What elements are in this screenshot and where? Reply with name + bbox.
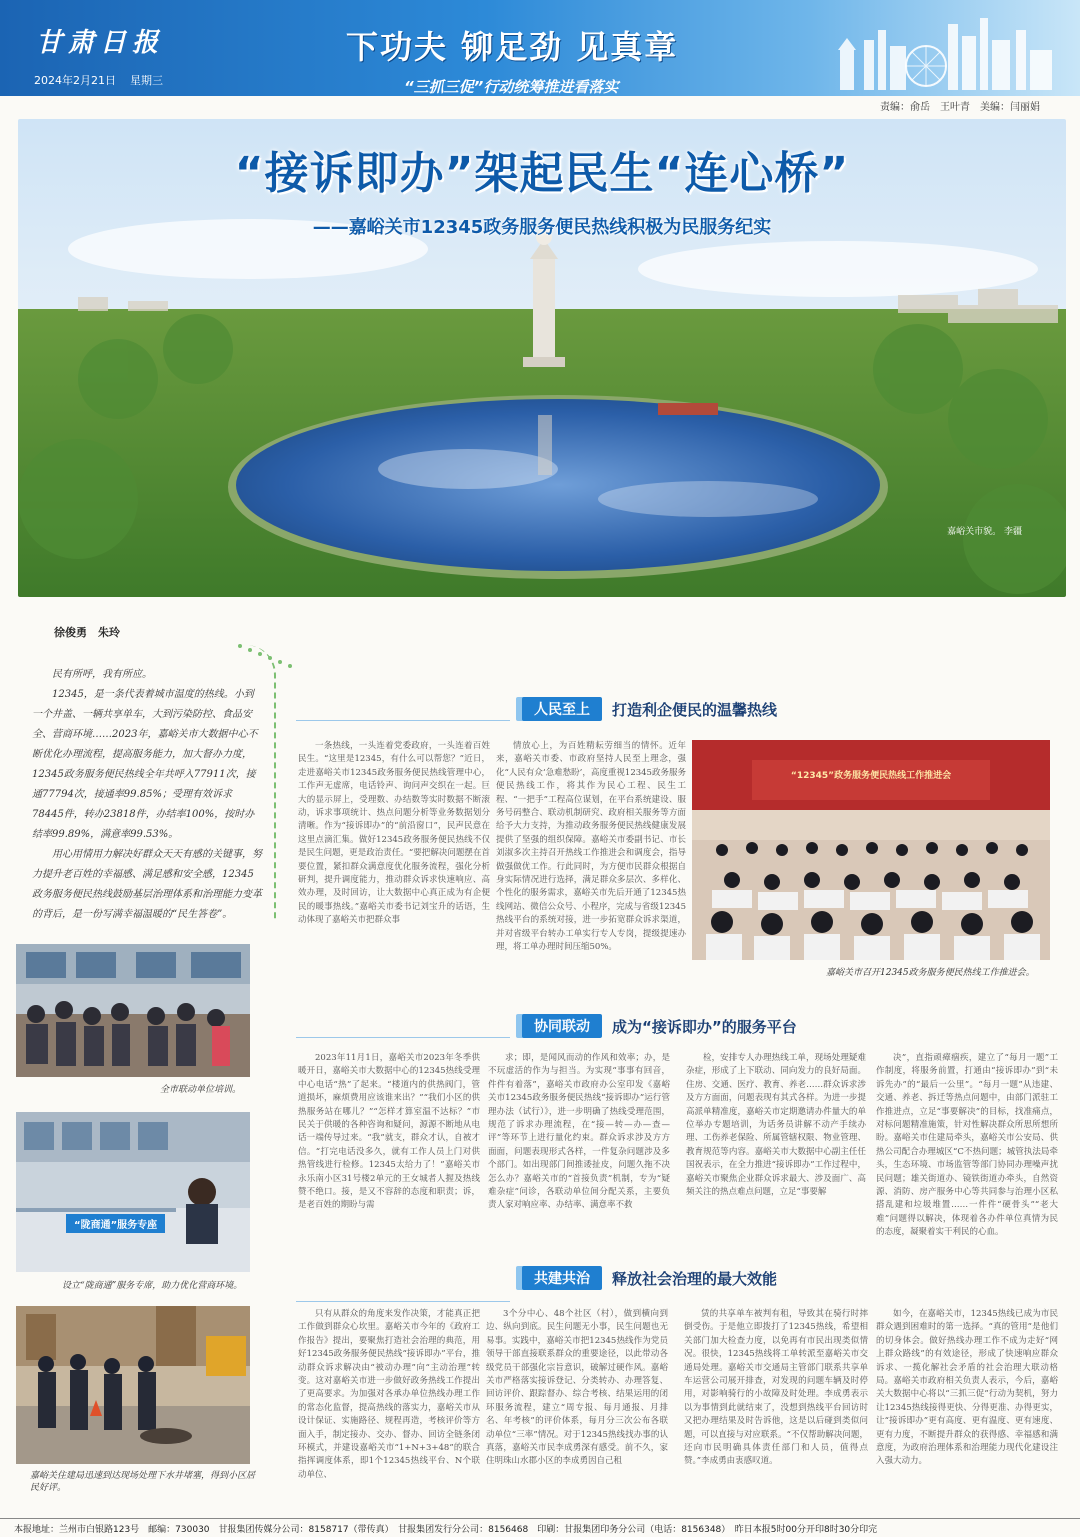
lead-paragraph: 12345，是一条代表着城市温度的热线。小到一个井盖、一辆共享单车，大到污染防控、食品安全、营商环境……2023年，嘉峪关市大数据中心不断优化办理流程，提高服务能力，加大督办力度，12345政务服务便民热线全年共呼入77911次，接通77794次，接通率99.85%；受理有效诉求78445件，转办23818件，办结率100%，按时办结率99.89%，满意率99.53%。 (32, 689, 258, 840)
section-2-col-2 (488, 1052, 670, 1246)
training-photo (16, 944, 250, 1077)
body-paragraph: 情放心上，为百姓精耘劳细当的情怀。近年来，嘉峪关市委、市政府坚持人民至上理念，强化“人民有众‘急难愁盼’，高度重视12345政务服务便民热线工作，将其作为民心工程、民生工程、“一把手”工程高位谋划，在平台系统建设、服务号码整合、联动机制研究、政府相关服务等方面给予大力支持，为推动政务服务便民热线健康发展提供了坚强的组织保障。嘉峪关市委副书记、市长刘淑多次主持召开热线工作推进会和调度会，指导做强做优工作。行此同时，为方便市民群众根据自身实际情况进行选择，满足群众多层次、多样化、个性化的服务需求，嘉峪关市先后开通了12345热线网站、微信公众号、小程序，完成与省级12345热线平台的系统对接，进一步拓宽群众诉求渠道，并对省级平台转办工单实行专人专岗，提级提速办理，将工单办理时间压缩50%。 (496, 741, 686, 953)
meeting-caption: 嘉峪关市召开12345政务服务便民热线工作推进会。 (826, 968, 1035, 978)
weekday-text: 星期三 (130, 74, 163, 87)
body-paragraph: 检，安排专人办理热线工单，现场处理疑难杂症，形成了上下联动、同向发力的良好局面。住房、交通、医疗、教育、养老……群众诉求涉及方方面面，问题表现有其式各样。为进一步提高派单精准度，嘉峪关市定期邀请办件量大的单位举办专题培训，为话务员讲解不动产手续办理、工伤养老保险、所属管辖权限、物业管理、教育规范等内容。嘉峪关市大数据中心副主任任国祝表示，在全力推进“接诉即办”工作过程中，嘉峪关市聚焦企业群众诉求最大、涉及面广、高频关注的热点难点问题，立足“事要解 (686, 1053, 866, 1198)
section-title: 释放社会治理的最大效能 (612, 1269, 778, 1288)
repair-caption: 嘉峪关住建局迅速到达现场处理下水井堵塞，得到小区居民好评。 (30, 1471, 256, 1493)
meeting-banner: “12345”政务服务便民热线工作推进会 (790, 771, 952, 781)
section-rule (296, 1037, 510, 1038)
section-title: 打造利企便民的温馨热线 (612, 700, 778, 719)
counter-photo (16, 1112, 250, 1272)
editors-credit: 责编：俞岳 王叶青 美编：闫丽娟 (880, 102, 1040, 113)
section-3-col-2 (486, 1308, 668, 1508)
body-paragraph: 3个分中心、48个社区（村），做到横向到边、纵向到底。民生问题无小事，民生问题也无易事。实践中，嘉峪关市把12345热线作为党员领导干部直接联系群众的重要途径，以此带动各级党员干部强化宗旨意识，破解过硬作风。嘉峪关市严格落实接诉登记、分类转办、办理答复、回访评价、跟踪督办、综合考核、结果运用的闭环服务流程，建立“周专报、每月通报、月排名、年考核”的评价体系，每月分三次公布各联动单位“三率”情况。对于12345热线找办事的认真落，嘉峪关市民李成勇深有感受。前不久，家住明珠山水郡小区的李成勇因自己租 (486, 1309, 668, 1467)
city-skyline-icon (830, 10, 1060, 90)
page-subslogan: “三抓三促”行动统筹推进看落实 (404, 78, 619, 96)
training-caption: 全市联动单位培训。 (160, 1085, 242, 1095)
section-head-2 (522, 1014, 797, 1038)
page-slogan: 下功夫 铆足劲 见真章 (346, 28, 679, 66)
body-paragraph: 如今，在嘉峪关市，12345热线已成为市民群众遇到困难时的第一选择。“真的管用”是他们的切身体会。做好热线办理工作不成为走好“网上群众路线”的有效途径，形成了快速响应群众诉求、一揽化解社会矛盾的社会治理大联动格局。嘉峪关市政府相关负责人表示，今后，嘉峪关大数据中心将以“三抓三促”行动为契机，努力让12345热线接得更快、分得更准、办得更实，让“接诉即办”更有高度、更有温度、更有速度、更有力度，不断提升群众的获得感、幸福感和满意度，为政府治理体系和治理能力现代化建设注入强大动力。 (876, 1309, 1058, 1467)
section-3-col-3 (684, 1308, 868, 1508)
section-3-col-1 (298, 1308, 480, 1508)
section-1-col-1 (298, 740, 490, 978)
section-tag: 协同联动 (522, 1014, 602, 1038)
section-3-col-4 (876, 1308, 1058, 1508)
body-paragraph: 决”，直指顽瘴痼疾，建立了“每月一题”工作制度，将服务前置，打通由“接诉即办”到“未诉先办”的“最后一公里”。“每月一题”从违建、交通、养老、拆迁等热点问题中，由部门派驻工作推进点，立足“事要解决”的目标，找准痛点，对标问题精准施策，针对性解决群众所思所想所盼。嘉峪关市住建局牵头，嘉峪关市公安局、供热公司配合办理城区“C不热问题；城管执法局牵头，生态环境、市场监管等部门协同办理噪声扰民问题；雄关街道办、镜铁街道办牵头，自然资源、消防、房产服务中心等共同参与治理小区私搭乱建和垃圾堆置……一件件“硬骨头”“老大难”问题得以解决，体现着各办件单位真情为民的态度，凝聚着实干利民的心血。 (876, 1053, 1058, 1238)
body-paragraph: 只有从群众的角度来发作决策，才能真正把工作做到群众心坎里。嘉峪关市今年的《政府工作报告》提出，要聚焦打造社会治理的典范，用好12345政务服务便民热线“接诉即办”平台，推动群众诉求解决由“被动办理”向“主动治理”转变。这对嘉峪关市进一步做好政务热线工作提出了更高要求。为加强对各承办单位热线办理工作的常态化监督，提高热线的落实力，嘉峪关市从设计保证、实施路径、规程再造，考核评价等方面入手，制定接办、交办、督办、回访全链条闭环模式，并建设嘉峪关市“1+N+3+48”的联合指挥调度体系，即1个12345热线平台、N个联动单位、 (298, 1309, 480, 1480)
body-paragraph: 赁的共享单车被判有租，导致其在骑行时摔倒受伤。于是他立即拨打了12345热线，希望相关部门加大检查力度，以免再有市民出现类似情况。很快，12345热线将工单转派至嘉峪关市交通局处理。嘉峪关市交通局主管部门联系共享单车运营公司展开排查，对发现的问题车辆及时停用，对影响骑行的小故障及时处理。李成勇表示以为事情到此就结束了，没想到热线平台回访时又把办理结果及时告诉他，这是以后碰到类似问题，可以直接与对应联系。“不仅帮助解决问题，还向市民明确具体责任部门和人员，值得点赞。”李成勇由衷感叹道。 (684, 1309, 868, 1467)
section-2-col-1 (298, 1052, 480, 1246)
lead-paragraph: 用心用情用力解决好群众天天有感的关键事，努力提升老百姓的幸福感、满足感和安全感，12345政务服务便民热线鼓励基层治理体系和治理能力变革的背后，是一份写满幸福温暖的“民生答卷”。 (32, 849, 262, 920)
masthead (0, 0, 1080, 96)
section-2-col-4 (876, 1052, 1058, 1246)
date-text: 2024年2月21日 (34, 74, 116, 87)
page-footer: 本报地址：兰州市白银路123号 邮编：730030 甘报集团传媒分公司：8158717（带传真） 甘报集团发行分公司：8156468 印刷：甘报集团印务分公司（电话：8156348） 昨日本报5时00分开印8时30分印完 (0, 1518, 1080, 1537)
section-1-col-2 (496, 740, 686, 978)
section-rule (296, 1301, 510, 1302)
article-subtitle: ——嘉峪关市12345政务服务便民热线积极为民服务纪实 (312, 217, 772, 238)
section-tag: 共建共治 (522, 1266, 602, 1290)
section-head-1 (522, 697, 777, 721)
issue-date (34, 72, 163, 88)
repair-photo (16, 1306, 250, 1464)
section-rule (296, 720, 510, 721)
section-2-col-3 (686, 1052, 866, 1246)
section-tag: 人民至上 (522, 697, 602, 721)
meeting-photo (692, 740, 1050, 960)
lead-paragraph: 民有所呼，我有所应。 (52, 669, 152, 680)
section-head-3 (522, 1266, 777, 1290)
body-paragraph: 2023年11月1日，嘉峪关市2023年冬季供暖开日，嘉峪关市大数据中心的12345热线受理中心电话“热”了起来。“楼道内的供热阀门，管道损坏，麻烦费用应该谁来出？”“我们小区的供热服务站在哪儿？”“怎样才算室温不达标？”市民关于供暖的各种咨询和疑问，源源不断地从电话一端传导过来。“我”就支，群众才认，自被才信。“打完电话没多久，就有工作人员上门对供热管线进行检修。12345太给力了！”嘉峪关市永乐南小区31号楼2单元的王女城者人握及热线赞不绝口。接，是又不容辞的态度和职责；诉，是老百姓的期盼与需 (298, 1053, 480, 1211)
byline: 徐俊勇 朱玲 (54, 626, 120, 639)
section-title: 成为“接诉即办”的服务平台 (612, 1017, 797, 1036)
article-title: “接诉即办”架起民生“连心桥” (234, 148, 850, 199)
body-paragraph: 一条热线，一头连着党委政府，一头连着百姓民生。“这里是12345，有什么可以帮您？”近日，走进嘉峪关市12345政务服务便民热线管理中心，工作声无虚席，电话铃声、询问声交织在一起。巨大的显示屏上，受理数、办结数等实时数据不断滚动，诉求事项统计、热点问题分析等业务数据划分清晰。作为“接诉即办”的“前沿窗口”，民声民意在这里点滴汇集。做好12345政务服务便民热线不仅是民生问题，更是政治责任。“要把解决问题摆在首要位置，紧扣群众满意度优化服务流程，强化分析研判，提升调度能力，推动群众诉求快速响应、高效办理，及时回访，让大数据中心真正成为有企便民的暖事热线。”嘉峪关市委书记刘宝升的话语，生动体现了嘉峪关市把群众事 (298, 741, 490, 926)
body-paragraph: 求；即，是闻风而动的作风和效率；办，是不玩虚活的作为与担当。为实现“事事有回音，件件有着落”，嘉峪关市政府办公室印发《嘉峪关市12345政务服务便民热线“接诉即办”运行管理办法（试行）》，进一步明确了热线受理范围，规范了诉求办理流程，在“接—转—办—查—评”等环节上进行量化约束。群众诉求涉及方方面面，问题表现形式各样，一件复杂问题涉及多个部门。如出现部门间推诿扯皮，问题久拖不决怎么办？嘉峪关市的“首接负责”机制，专为“疑难杂症”问诊，各联动单位间分配关系，主要负责人家对响应率、办结率、满意率不救 (488, 1053, 670, 1211)
counter-sign: “陇商通”服务专座 (66, 1214, 165, 1233)
hero-photo (18, 119, 1066, 597)
lead-text (32, 665, 262, 925)
paper-name: 甘肃日报 (36, 28, 165, 58)
hero-credit: 嘉峪关市貌。 李疆 (947, 527, 1022, 537)
counter-caption: 设立“陇商通”服务专席，助力优化营商环境。 (62, 1281, 243, 1291)
